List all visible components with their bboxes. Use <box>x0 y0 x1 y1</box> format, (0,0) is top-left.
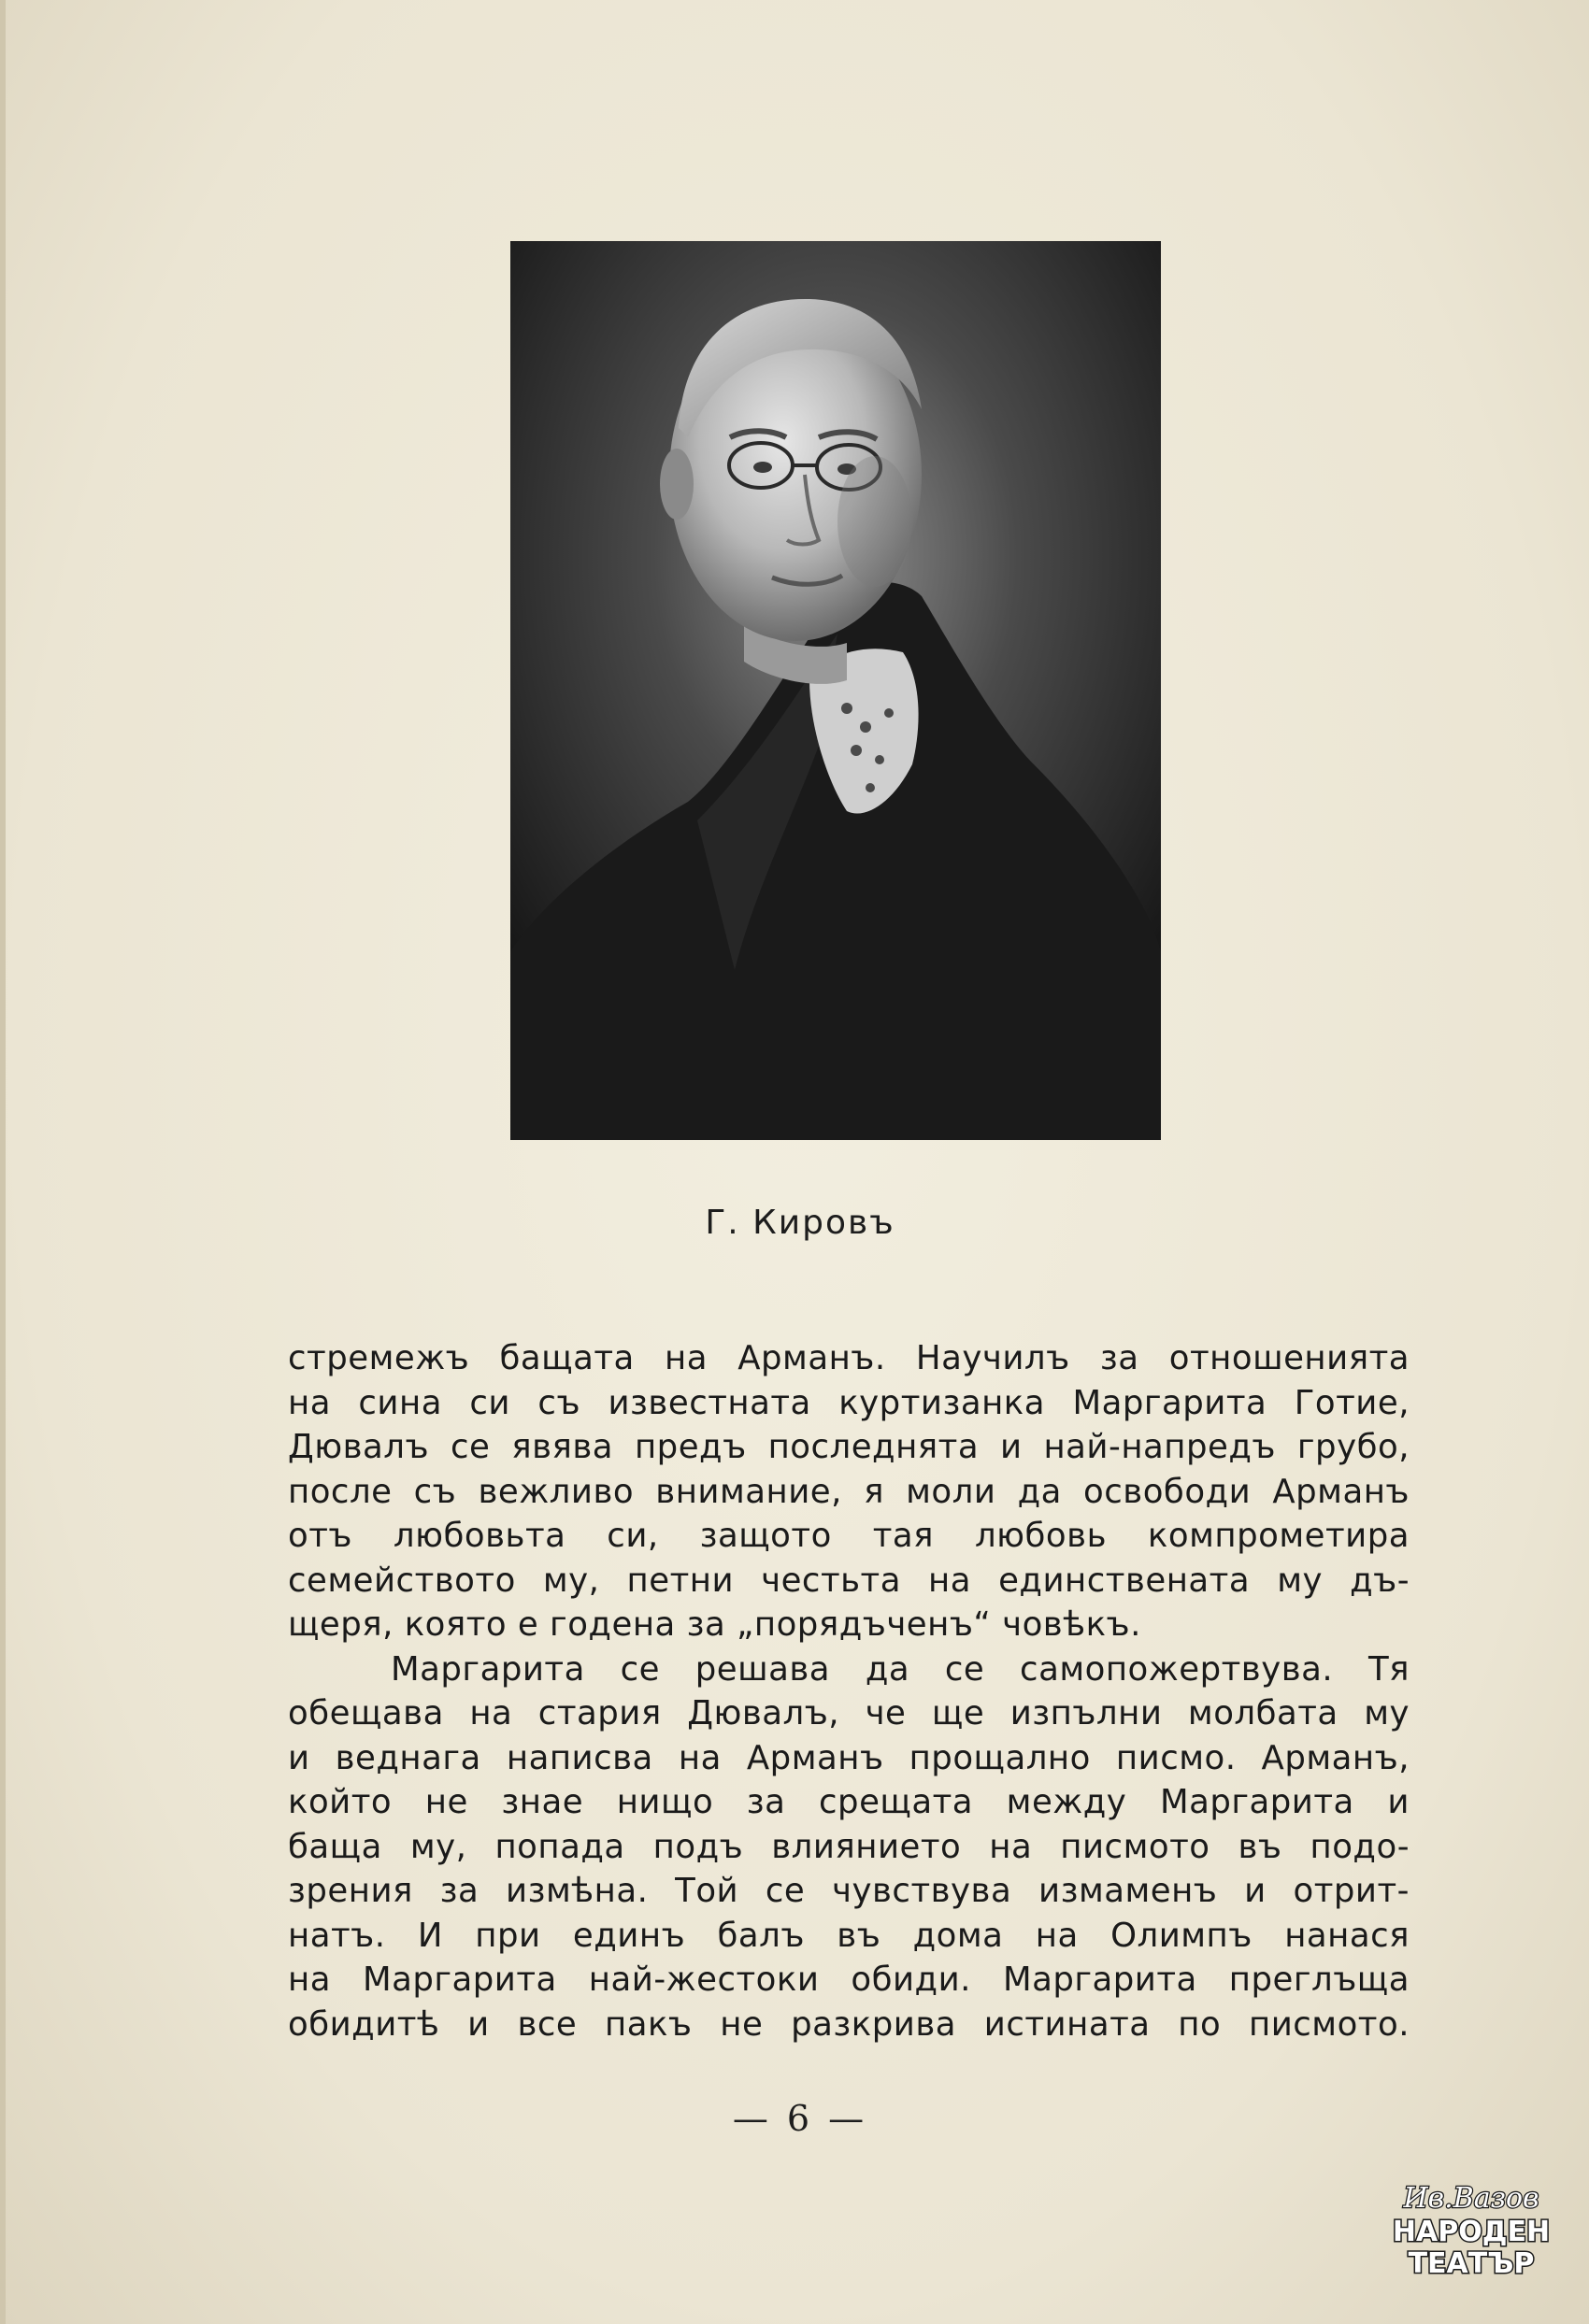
page-number: — 6 — <box>732 2098 868 2139</box>
body-text <box>288 1336 1410 2046</box>
text-line: зрения за измѣна. Той се чувствува измаменъ и отрит- <box>288 1872 1410 1910</box>
text-line: натъ. И при единъ балъ въ дома на Олимпъ нанася <box>288 1916 1410 1955</box>
paragraph-2 <box>288 1647 1410 2047</box>
text-line: стремежъ бащата на Арманъ. Научилъ за отношенията <box>288 1339 1410 1377</box>
text-line: който не знае нищо за срещата между Маргарита и <box>288 1783 1410 1821</box>
portrait-photo <box>510 241 1161 1140</box>
text-line: обещава на стария Дювалъ, че ще изпълни молбата му <box>288 1694 1410 1732</box>
stamp-line-2: ТЕАТЪР <box>1408 2247 1535 2280</box>
text-line: и веднага написва на Арманъ прощално писмо. Арманъ, <box>288 1738 1410 1777</box>
text-line: Дювалъ се явява предъ последнята и най-напредъ грубо, <box>288 1428 1410 1466</box>
portrait-image <box>510 241 1161 1140</box>
text-line: семейството му, петни честьта на единствената му дъ- <box>288 1561 1410 1600</box>
text-line: на сина си съ известната куртизанка Маргарита Готие, <box>288 1383 1410 1422</box>
text-line: на Маргарита най-жестоки обиди. Маргарита преглъща <box>288 1960 1410 1999</box>
text-line: баща му, попада подъ влиянието на писмото въ подо- <box>288 1827 1410 1866</box>
text-line: после съ вежливо внимание, я моли да освободи Арманъ <box>288 1472 1410 1511</box>
text-line: щеря, която е годена за „порядъченъ“ човѣкъ. <box>288 1605 1141 1644</box>
paragraph-1 <box>288 1336 1410 1647</box>
theatre-stamp-logo <box>1391 2170 1552 2282</box>
text-line: Маргарита се решава да се самопожертвува. Тя <box>391 1649 1410 1689</box>
text-line: отъ любовьта си, защото тая любовь компрометира <box>288 1517 1410 1555</box>
text-line: обидитѣ и все пакъ не разкрива истината по писмото. <box>288 2004 1410 2044</box>
stamp-line-1: НАРОДЕН <box>1392 2216 1551 2248</box>
photo-caption: Г. Кировъ <box>705 1204 895 1242</box>
stamp-signature: Ив.Вазов <box>1403 2182 1539 2215</box>
